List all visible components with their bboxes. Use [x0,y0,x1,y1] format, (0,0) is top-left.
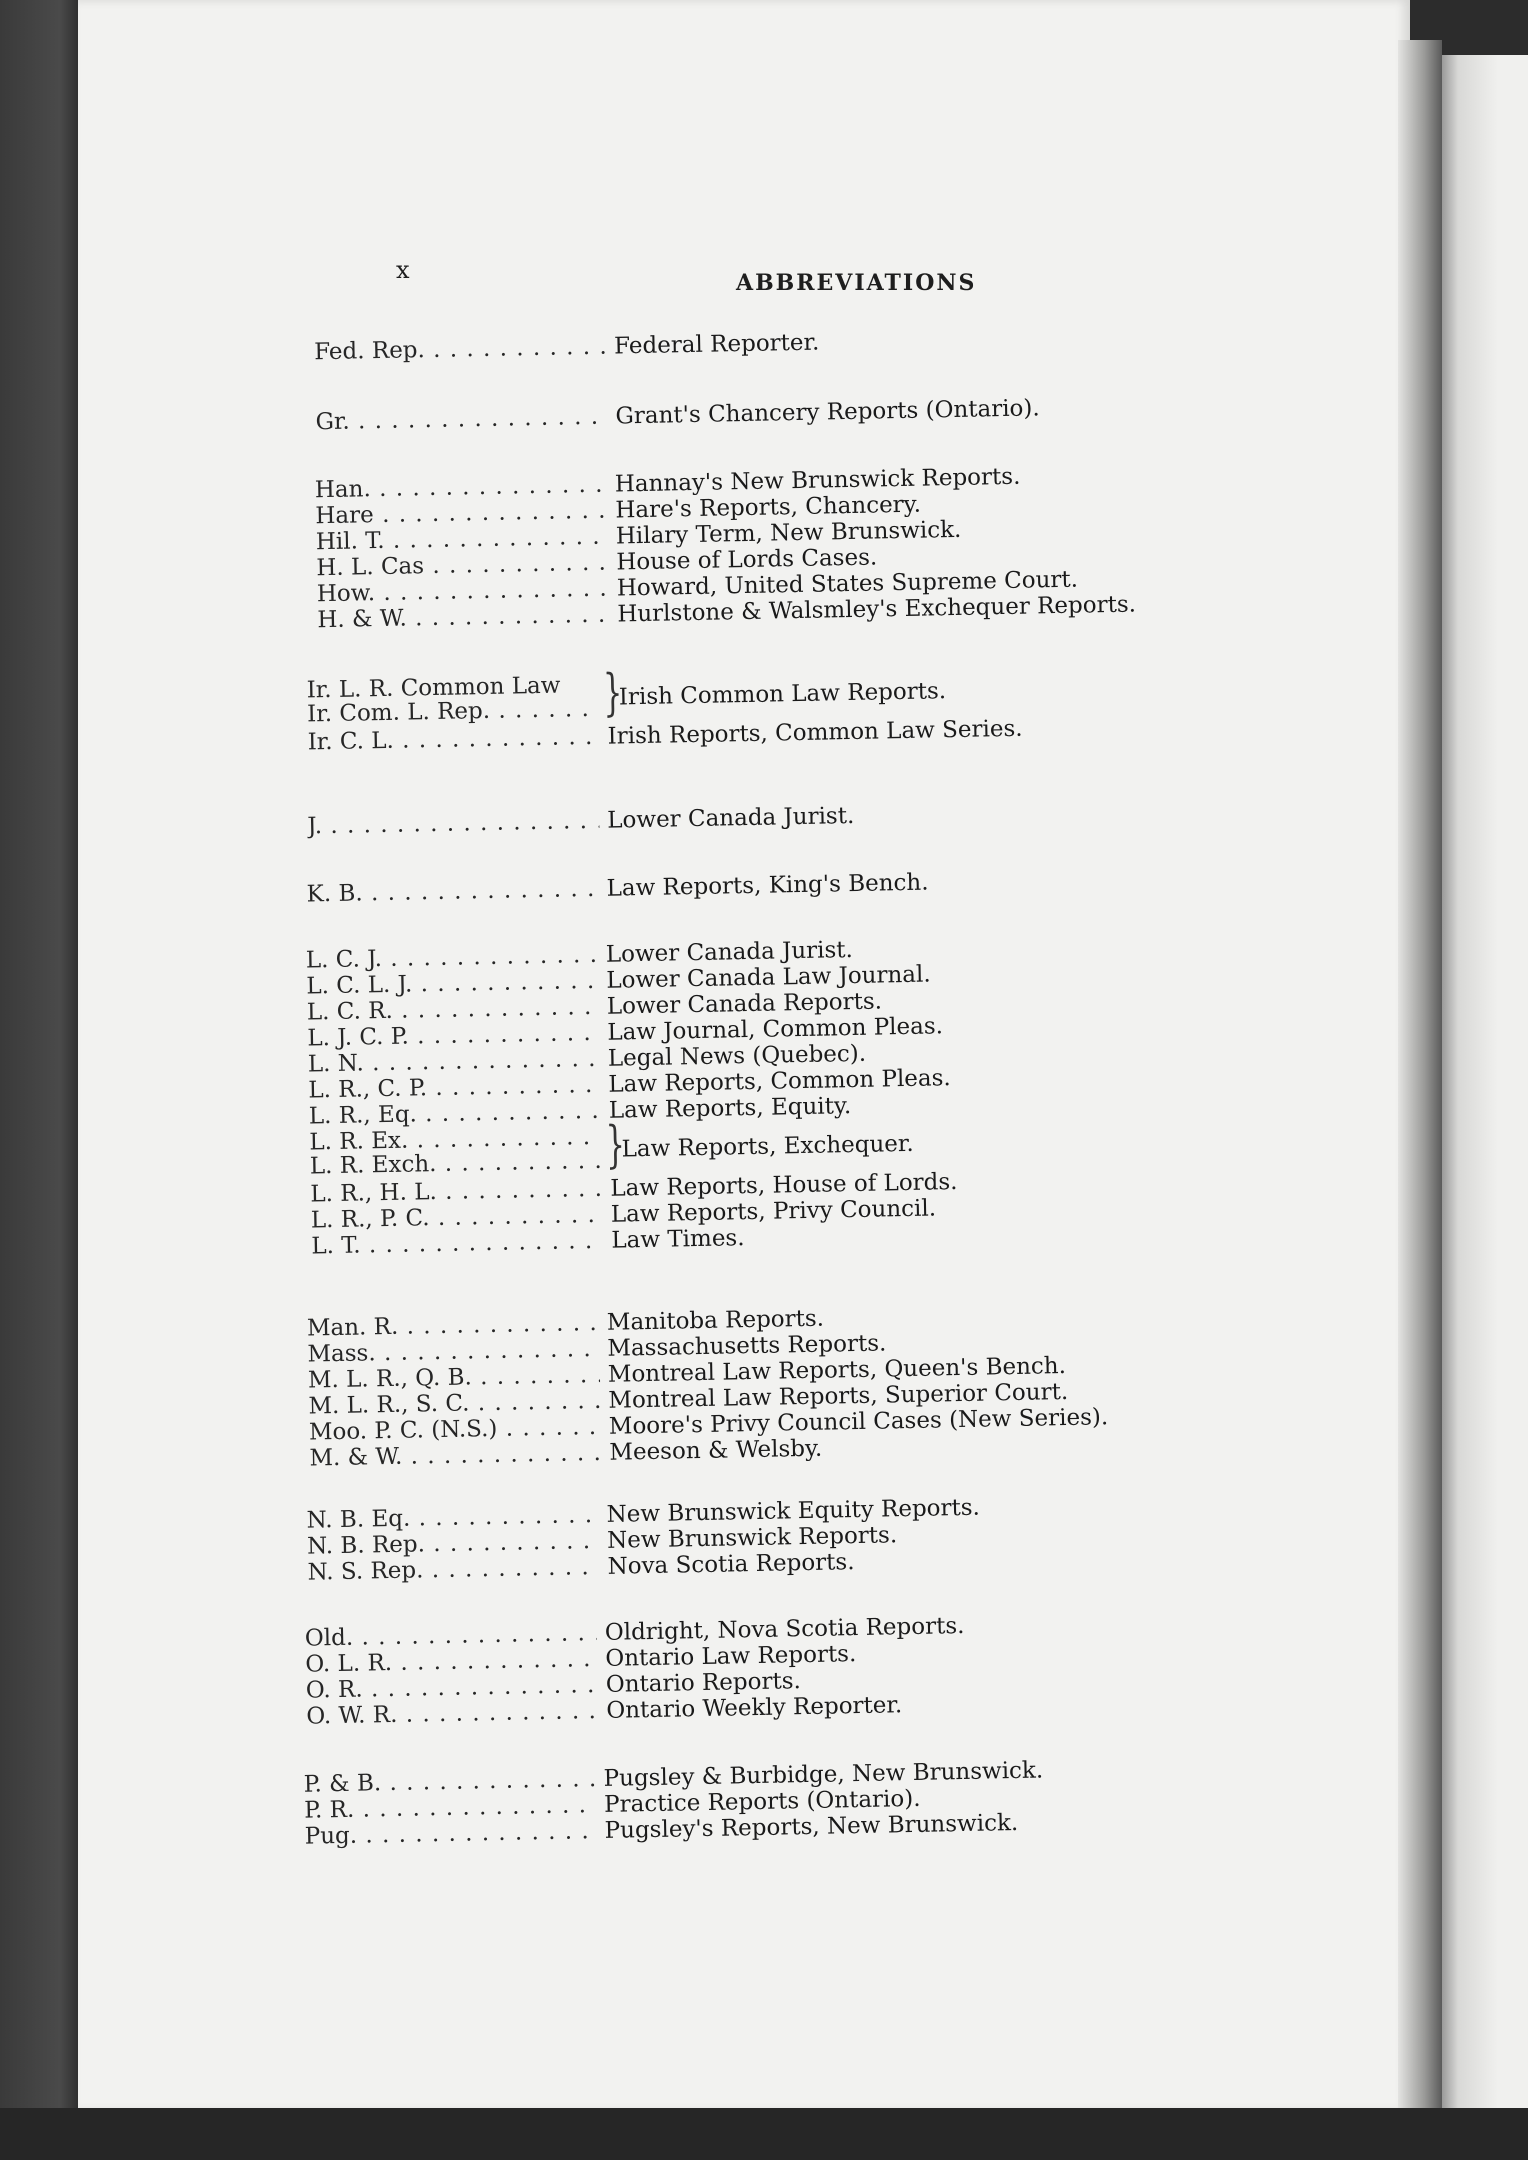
abbreviation: M. & W. . . . [309,1440,601,1472]
abbreviation: Fed. Rep. . . . [314,334,606,366]
abbreviation: Gr. . . . [315,404,607,436]
page-number: x [396,256,411,284]
abbreviation-group-p [303,1747,1528,1850]
abbreviation: M. L. R., S. C. . . . [308,1388,600,1420]
abbreviation: P. & B. . . . [303,1766,595,1798]
abbreviation: L. R. Exch. . . . [310,1148,602,1180]
abbreviation: L. R. Ex. . . . [309,1124,601,1156]
abbreviation: Hil. T. . . . [316,524,608,556]
expansion: Law Reports, Equity. [608,1093,852,1124]
expansion: Montreal Law Reports, Queen's Bench. [607,1352,1067,1388]
book-page [78,0,1410,2112]
abbreviation: J. . . . [307,808,599,840]
abbreviation: L. T. . . . [311,1228,603,1260]
expansion: Howard, United States Supreme Court. [616,566,1079,602]
expansion: Moore's Privy Council Cases (New Series). [608,1404,1109,1440]
expansion: Hare's Reports, Chancery. [615,491,922,524]
abbreviation-group-n [306,1483,1528,1586]
brace: } [602,663,623,722]
abbreviation: N. B. Rep. . . . [307,1528,599,1560]
expansion: Law Reports, King's Bench. [606,869,929,902]
expansion: Law Reports, Exchequer. [621,1130,914,1163]
expansion: Nova Scotia Reports. [607,1549,855,1580]
expansion: Law Reports, House of Lords. [610,1169,958,1202]
expansion: Legal News (Quebec). [607,1040,867,1072]
abbreviation: L. J. C. P. . . . [307,1020,599,1052]
expansion: Ontario Reports. [605,1668,802,1698]
expansion: Lower Canada Law Journal. [606,961,931,994]
abbreviation: N. B. Eq. . . . [306,1502,598,1534]
expansion: Ontario Weekly Reporter. [606,1692,903,1724]
abbreviation: Pug. . . . [304,1818,596,1850]
expansion: Practice Reports (Ontario). [603,1785,921,1818]
expansion: Law Times. [611,1225,745,1254]
page-gutter [1398,40,1442,2120]
abbreviation-entry [306,857,1528,908]
scan-bottom-edge [0,2108,1528,2160]
expansion: Pugsley & Burbidge, New Brunswick. [603,1757,1044,1792]
expansion: Hannay's New Brunswick Reports. [614,463,1021,498]
abbreviation: L. C. J. . . . [306,942,598,974]
abbreviation: How. . . . [317,576,609,608]
abbreviation: K. B. . . . [306,876,598,908]
abbreviation: O. R. . . . [306,1672,598,1704]
abbreviation: Man. R. . . . [307,1310,599,1342]
expansion: New Brunswick Equity Reports. [606,1494,981,1528]
abbreviation-group-fed [314,314,1528,365]
abbreviation: Hare . . . [315,498,607,530]
expansion: Law Reports, Privy Council. [610,1195,937,1228]
expansion: New Brunswick Reports. [606,1522,898,1554]
abbreviation-entry [314,314,1528,365]
abbreviation: Ir. C. L. . . . [307,724,599,756]
expansion: Montreal Law Reports, Superior Court. [608,1378,1069,1414]
expansion: Federal Reporter. [613,329,820,360]
abbreviation: N. S. Rep. . . . [307,1554,599,1586]
expansion: Lower Canada Jurist. [605,936,854,968]
expansion: Lower Canada Jurist. [607,802,855,834]
expansion: Lower Canada Reports. [606,988,883,1020]
abbreviation: L. R., P. C. . . . [311,1202,603,1234]
expansion: Irish Reports, Common Law Series. [607,715,1023,750]
expansion: Law Reports, Common Pleas. [608,1065,951,1098]
abbreviation: L. C. L. J. . . . [306,968,598,1000]
expansion: Massachusetts Reports. [607,1330,887,1362]
expansion: Oldright, Nova Scotia Reports. [604,1612,965,1646]
abbreviation: L. R., Eq. . . . [309,1098,601,1130]
expansion: House of Lords Cases. [616,544,878,576]
expansion: Irish Common Law Reports. [618,678,947,711]
expansion: Pugsley's Reports, New Brunswick. [604,1809,1019,1844]
abbreviation: H. L. Cas . . . [316,550,608,582]
abbreviation-group-j [307,788,1528,839]
abbreviation: Ir. Com. L. Rep. . . . [307,696,599,728]
abbreviation: L. R., H. L. . . . [310,1176,602,1208]
abbreviation-entry [307,788,1528,839]
abbreviation-group-l [306,923,1528,1260]
abbreviation-group-k [306,857,1528,908]
expansion: Ontario Law Reports. [605,1641,857,1672]
running-head: ABBREVIATIONS [736,270,977,296]
abbreviation: O. L. R. . . . [305,1646,597,1678]
expansion: Manitoba Reports. [606,1305,825,1336]
abbreviation: P. R. . . . [304,1792,596,1824]
abbreviation: Old. . . . [305,1620,597,1652]
abbreviation-group-o [305,1601,1528,1730]
abbreviation-entry [315,384,1528,435]
abbreviation: Ir. L. R. Common Law [306,672,561,704]
expansion: Hurlstone & Walsmley's Exchequer Reports. [617,591,1137,628]
abbreviation: L. R., C. P. . . . [308,1072,600,1104]
abbreviation: Mass. . . . [307,1336,599,1368]
abbreviation-group-h [315,452,1528,633]
abbreviation-group-gr [315,384,1528,435]
expansion: Hilary Term, New Brunswick. [615,516,962,550]
abbreviation: M. L. R., Q. B. . . . [308,1362,600,1394]
abbreviation: Han. . . . [315,472,607,504]
abbreviation-group-m [307,1291,1528,1472]
expansion: Meeson & Welsby. [609,1435,823,1466]
abbreviation: L. C. R. . . . [307,994,599,1026]
abbreviation: H. & W. . . . [317,602,609,634]
abbreviation-group-ir [306,652,1528,755]
abbreviation-list [72,0,1444,2117]
expansion: Law Journal, Common Pleas. [607,1013,944,1046]
abbreviation: O. W. R. . . . [306,1698,598,1730]
abbreviation: Moo. P. C. (N.S.) . . . [309,1414,601,1446]
expansion: Grant's Chancery Reports (Ontario). [615,395,1040,430]
brace: } [605,1115,626,1174]
abbreviation: L. N. . . . [308,1046,600,1078]
